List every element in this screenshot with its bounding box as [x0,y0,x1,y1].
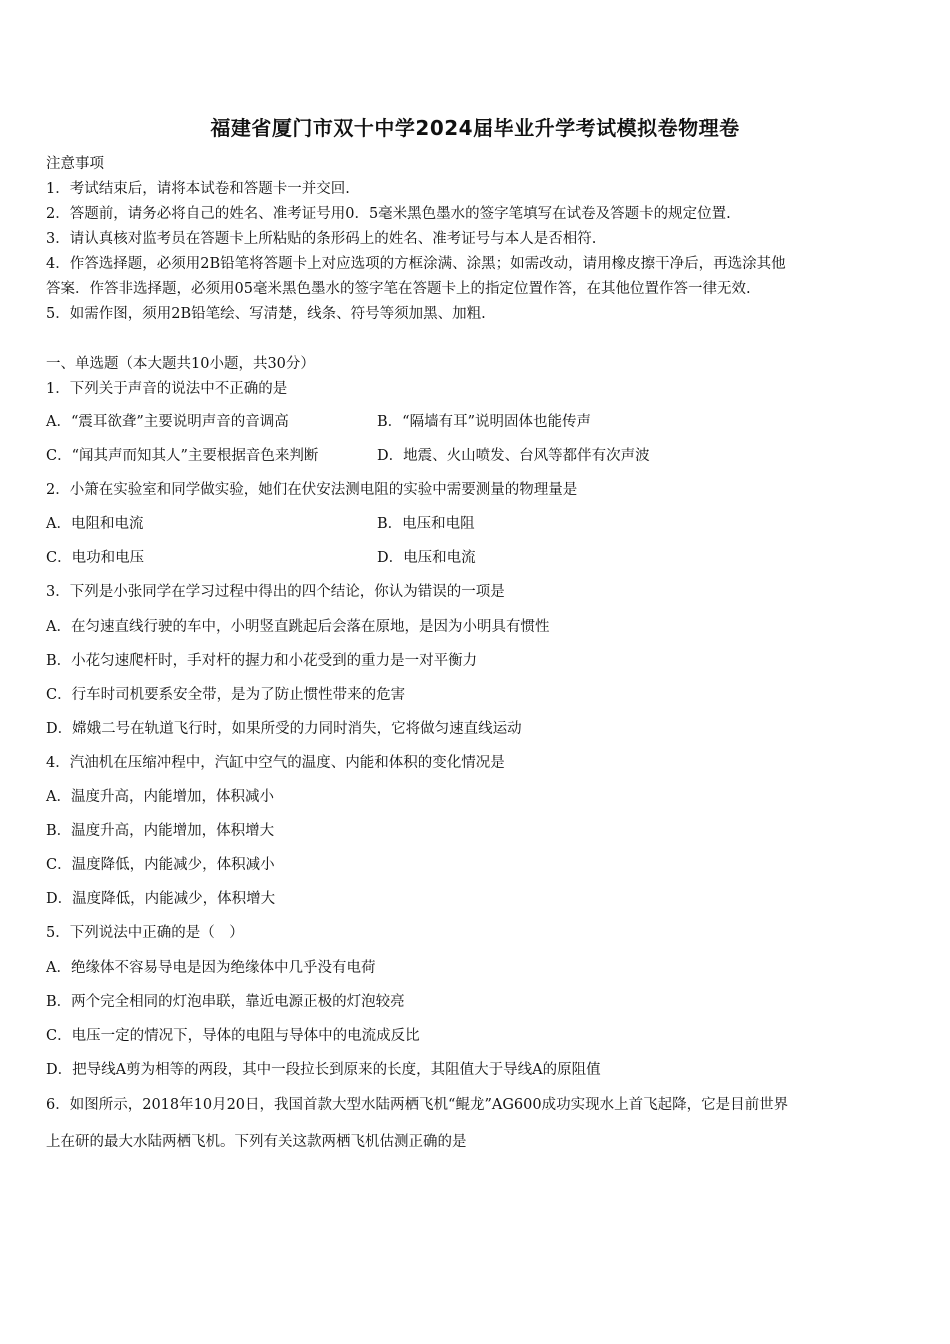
question-6-stem-line-2: 上在研的最大水陆两栖飞机。下列有关这款两栖飞机估测正确的是 [46,1134,467,1150]
notice-item-3: 3．请认真核对监考员在答题卡上所粘贴的条形码上的姓名、准考证号与本人是否相符. [46,231,597,247]
question-2-stem: 2．小箫在实验室和同学做实验，她们在伏安法测电阻的实验中需要测量的物理量是 [46,482,578,498]
question-4-stem: 4．汽油机在压缩冲程中，汽缸中空气的温度、内能和体积的变化情况是 [46,755,505,771]
question-4-option-c: C．温度降低，内能减少，体积减小 [46,857,275,873]
question-4-option-d: D．温度降低，内能减少，体积增大 [46,891,276,907]
question-1-option-c: C．“闻其声而知其人”主要根据音色来判断 [46,448,319,464]
question-2-option-b: B．电压和电阻 [377,516,475,532]
question-5-option-b: B．两个完全相同的灯泡串联，靠近电源正极的灯泡较亮 [46,994,405,1010]
question-3-option-b: B．小花匀速爬杆时，手对杆的握力和小花受到的重力是一对平衡力 [46,653,478,669]
question-6-stem-line-1: 6．如图所示，2018年10月20日，我国首款大型水陆两栖飞机“鲲龙”AG600成功实现水上首飞起降，它是目前世界 [46,1097,789,1113]
question-3-option-a: A．在匀速直线行驶的车中，小明竖直跳起后会落在原地，是因为小明具有惯性 [46,619,550,635]
question-1-option-a: A．“震耳欲聋”主要说明声音的音调高 [46,414,289,430]
section-heading: 一、单选题（本大题共10小题，共30分） [46,356,315,372]
notice-item-1: 1．考试结束后，请将本试卷和答题卡一并交回. [46,181,350,197]
question-1-stem: 1．下列关于声音的说法中不正确的是 [46,381,288,397]
question-5-option-a: A．绝缘体不容易导电是因为绝缘体中几乎没有电荷 [46,960,376,976]
question-4-option-a: A．温度升高，内能增加，体积减小 [46,789,274,805]
question-2-option-c: C．电功和电压 [46,550,145,566]
question-1-option-b: B．“隔墙有耳”说明固体也能传声 [377,414,591,430]
question-5-option-c: C．电压一定的情况下，导体的电阻与导体中的电流成反比 [46,1028,420,1044]
notice-item-2: 2．答题前，请务必将自己的姓名、准考证号用0．5毫米黑色墨水的签字笔填写在试卷及答题卡的规定位置. [46,206,731,222]
question-5-stem: 5．下列说法中正确的是（ ） [46,925,244,941]
question-4-option-b: B．温度升高，内能增加，体积增大 [46,823,275,839]
question-1-option-d: D．地震、火山喷发、台风等都伴有次声波 [377,448,650,464]
question-3-stem: 3．下列是小张同学在学习过程中得出的四个结论，你认为错误的一项是 [46,584,505,600]
notice-item-4: 4．作答选择题，必须用2B铅笔将答题卡上对应选项的方框涂满、涂黑；如需改动，请用橡皮擦干净后，再选涂其他 [46,256,786,272]
question-2-option-a: A．电阻和电流 [46,516,144,532]
question-3-option-d: D．嫦娥二号在轨道飞行时，如果所受的力同时消失，它将做匀速直线运动 [46,721,522,737]
notice-item-4-cont: 答案．作答非选择题，必须用05毫米黑色墨水的签字笔在答题卡上的指定位置作答，在其他位置作答一律无效. [46,281,751,297]
notice-item-5: 5．如需作图，须用2B铅笔绘、写清楚，线条、符号等须加黑、加粗. [46,306,486,322]
question-2-option-d: D．电压和电流 [377,550,476,566]
question-3-option-c: C．行车时司机要系安全带，是为了防止惯性带来的危害 [46,687,406,703]
question-5-option-d: D．把导线A剪为相等的两段，其中一段拉长到原来的长度，其阻值大于导线A的原阻值 [46,1062,601,1078]
exam-title: 福建省厦门市双十中学2024届毕业升学考试模拟卷物理卷 [210,116,740,140]
notice-heading: 注意事项 [46,156,104,172]
